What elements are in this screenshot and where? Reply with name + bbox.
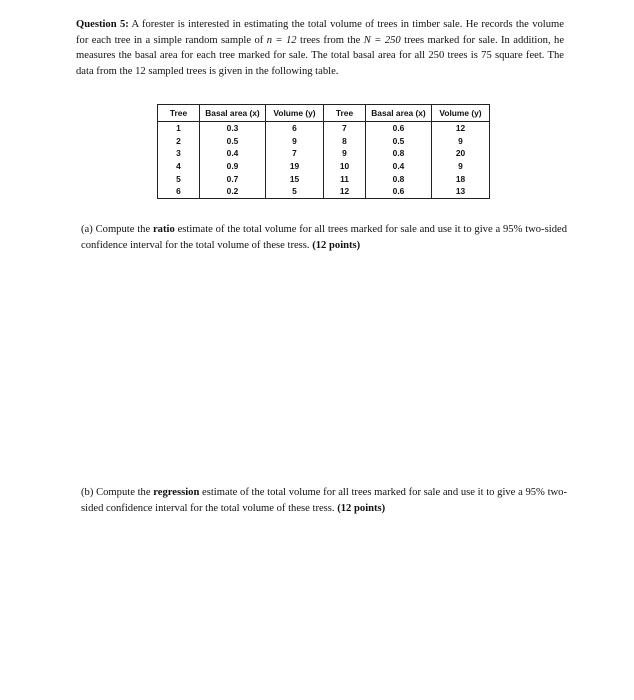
table-row: [158, 122, 490, 135]
question-label: Question 5:: [76, 19, 129, 30]
cell-tree-left: 5: [158, 172, 200, 185]
cell-volume-left: 19: [266, 160, 324, 173]
question-intro-1: A forester is interested in estimating the total volume of trees in timber sale. He records the volume for each tree in a simple random sample of: [76, 19, 564, 46]
question-text: [76, 17, 564, 79]
cell-volume-right: 20: [432, 147, 490, 160]
cell-tree-left: 3: [158, 147, 200, 160]
cell-volume-right: 12: [432, 122, 490, 135]
cell-tree-right: 10: [324, 160, 366, 173]
table-row: [158, 160, 490, 173]
part-a-text-2: estimate of the total volume for all trees marked for sale and use it to give a 95% two-sided confidence interval for the total volume of these tress.: [81, 224, 567, 251]
part-a-points: (12 points): [312, 239, 361, 251]
question-intro-2: trees from the: [296, 34, 364, 46]
cell-volume-right: 13: [432, 185, 490, 198]
part-b-points: (12 points): [337, 502, 386, 514]
part-a: [81, 222, 567, 253]
cell-basal-area-right: 0.5: [366, 135, 432, 148]
cell-basal-area-left: 0.5: [200, 135, 266, 148]
cell-basal-area-right: 0.6: [366, 122, 432, 135]
part-b: [81, 485, 567, 516]
header-tree-right: Tree: [324, 105, 366, 122]
cell-basal-area-left: 0.4: [200, 147, 266, 160]
cell-basal-area-right: 0.8: [366, 172, 432, 185]
cell-tree-left: 1: [158, 122, 200, 135]
data-table-container: [157, 104, 490, 199]
table-row: [158, 185, 490, 198]
cell-volume-right: 9: [432, 160, 490, 173]
cell-tree-right: 11: [324, 172, 366, 185]
table-header-row: [158, 105, 490, 122]
part-a-keyword: ratio: [152, 224, 175, 235]
population-size-N: N = 250: [363, 34, 401, 46]
part-b-text-2: estimate of the total volume for all trees marked for sale and use it to give a 95% two-sided confidence interval for the total volume of these tress.: [81, 487, 567, 514]
cell-tree-left: 6: [158, 185, 200, 198]
part-b-text-1: Compute the: [96, 487, 154, 498]
cell-tree-left: 4: [158, 160, 200, 173]
cell-tree-right: 9: [324, 147, 366, 160]
cell-tree-left: 2: [158, 135, 200, 148]
cell-basal-area-right: 0.4: [366, 160, 432, 173]
cell-volume-left: 5: [266, 185, 324, 198]
part-a-label: (a): [81, 224, 93, 235]
cell-tree-right: 12: [324, 185, 366, 198]
part-b-label: (b): [81, 487, 94, 498]
table-row: [158, 135, 490, 148]
header-tree-left: Tree: [158, 105, 200, 122]
cell-volume-left: 6: [266, 122, 324, 135]
cell-basal-area-left: 0.3: [200, 122, 266, 135]
cell-basal-area-right: 0.8: [366, 147, 432, 160]
header-basal-area-right: Basal area (x): [366, 105, 432, 122]
cell-volume-left: 15: [266, 172, 324, 185]
cell-basal-area-left: 0.7: [200, 172, 266, 185]
table-body: [158, 122, 490, 199]
part-b-keyword: regression: [153, 487, 200, 498]
question-intro-3: trees marked for sale. In addition, he measures the basal area for each tree marked for sale. The total basal area for all 250 trees is 75 square feet. The data from the 12 sampled trees is given in the following table.: [76, 34, 565, 77]
header-basal-area-left: Basal area (x): [200, 105, 266, 122]
cell-volume-left: 7: [266, 147, 324, 160]
cell-basal-area-left: 0.9: [200, 160, 266, 173]
cell-basal-area-left: 0.2: [200, 185, 266, 198]
data-table: [157, 104, 490, 199]
cell-volume-right: 18: [432, 172, 490, 185]
table-row: [158, 172, 490, 185]
header-volume-left: Volume (y): [266, 105, 324, 122]
header-volume-right: Volume (y): [432, 105, 490, 122]
sample-size-n: n = 12: [266, 34, 297, 46]
cell-tree-right: 7: [324, 122, 366, 135]
cell-basal-area-right: 0.6: [366, 185, 432, 198]
part-a-text-1: Compute the: [95, 224, 153, 235]
cell-tree-right: 8: [324, 135, 366, 148]
cell-volume-left: 9: [266, 135, 324, 148]
table-row: [158, 147, 490, 160]
cell-volume-right: 9: [432, 135, 490, 148]
